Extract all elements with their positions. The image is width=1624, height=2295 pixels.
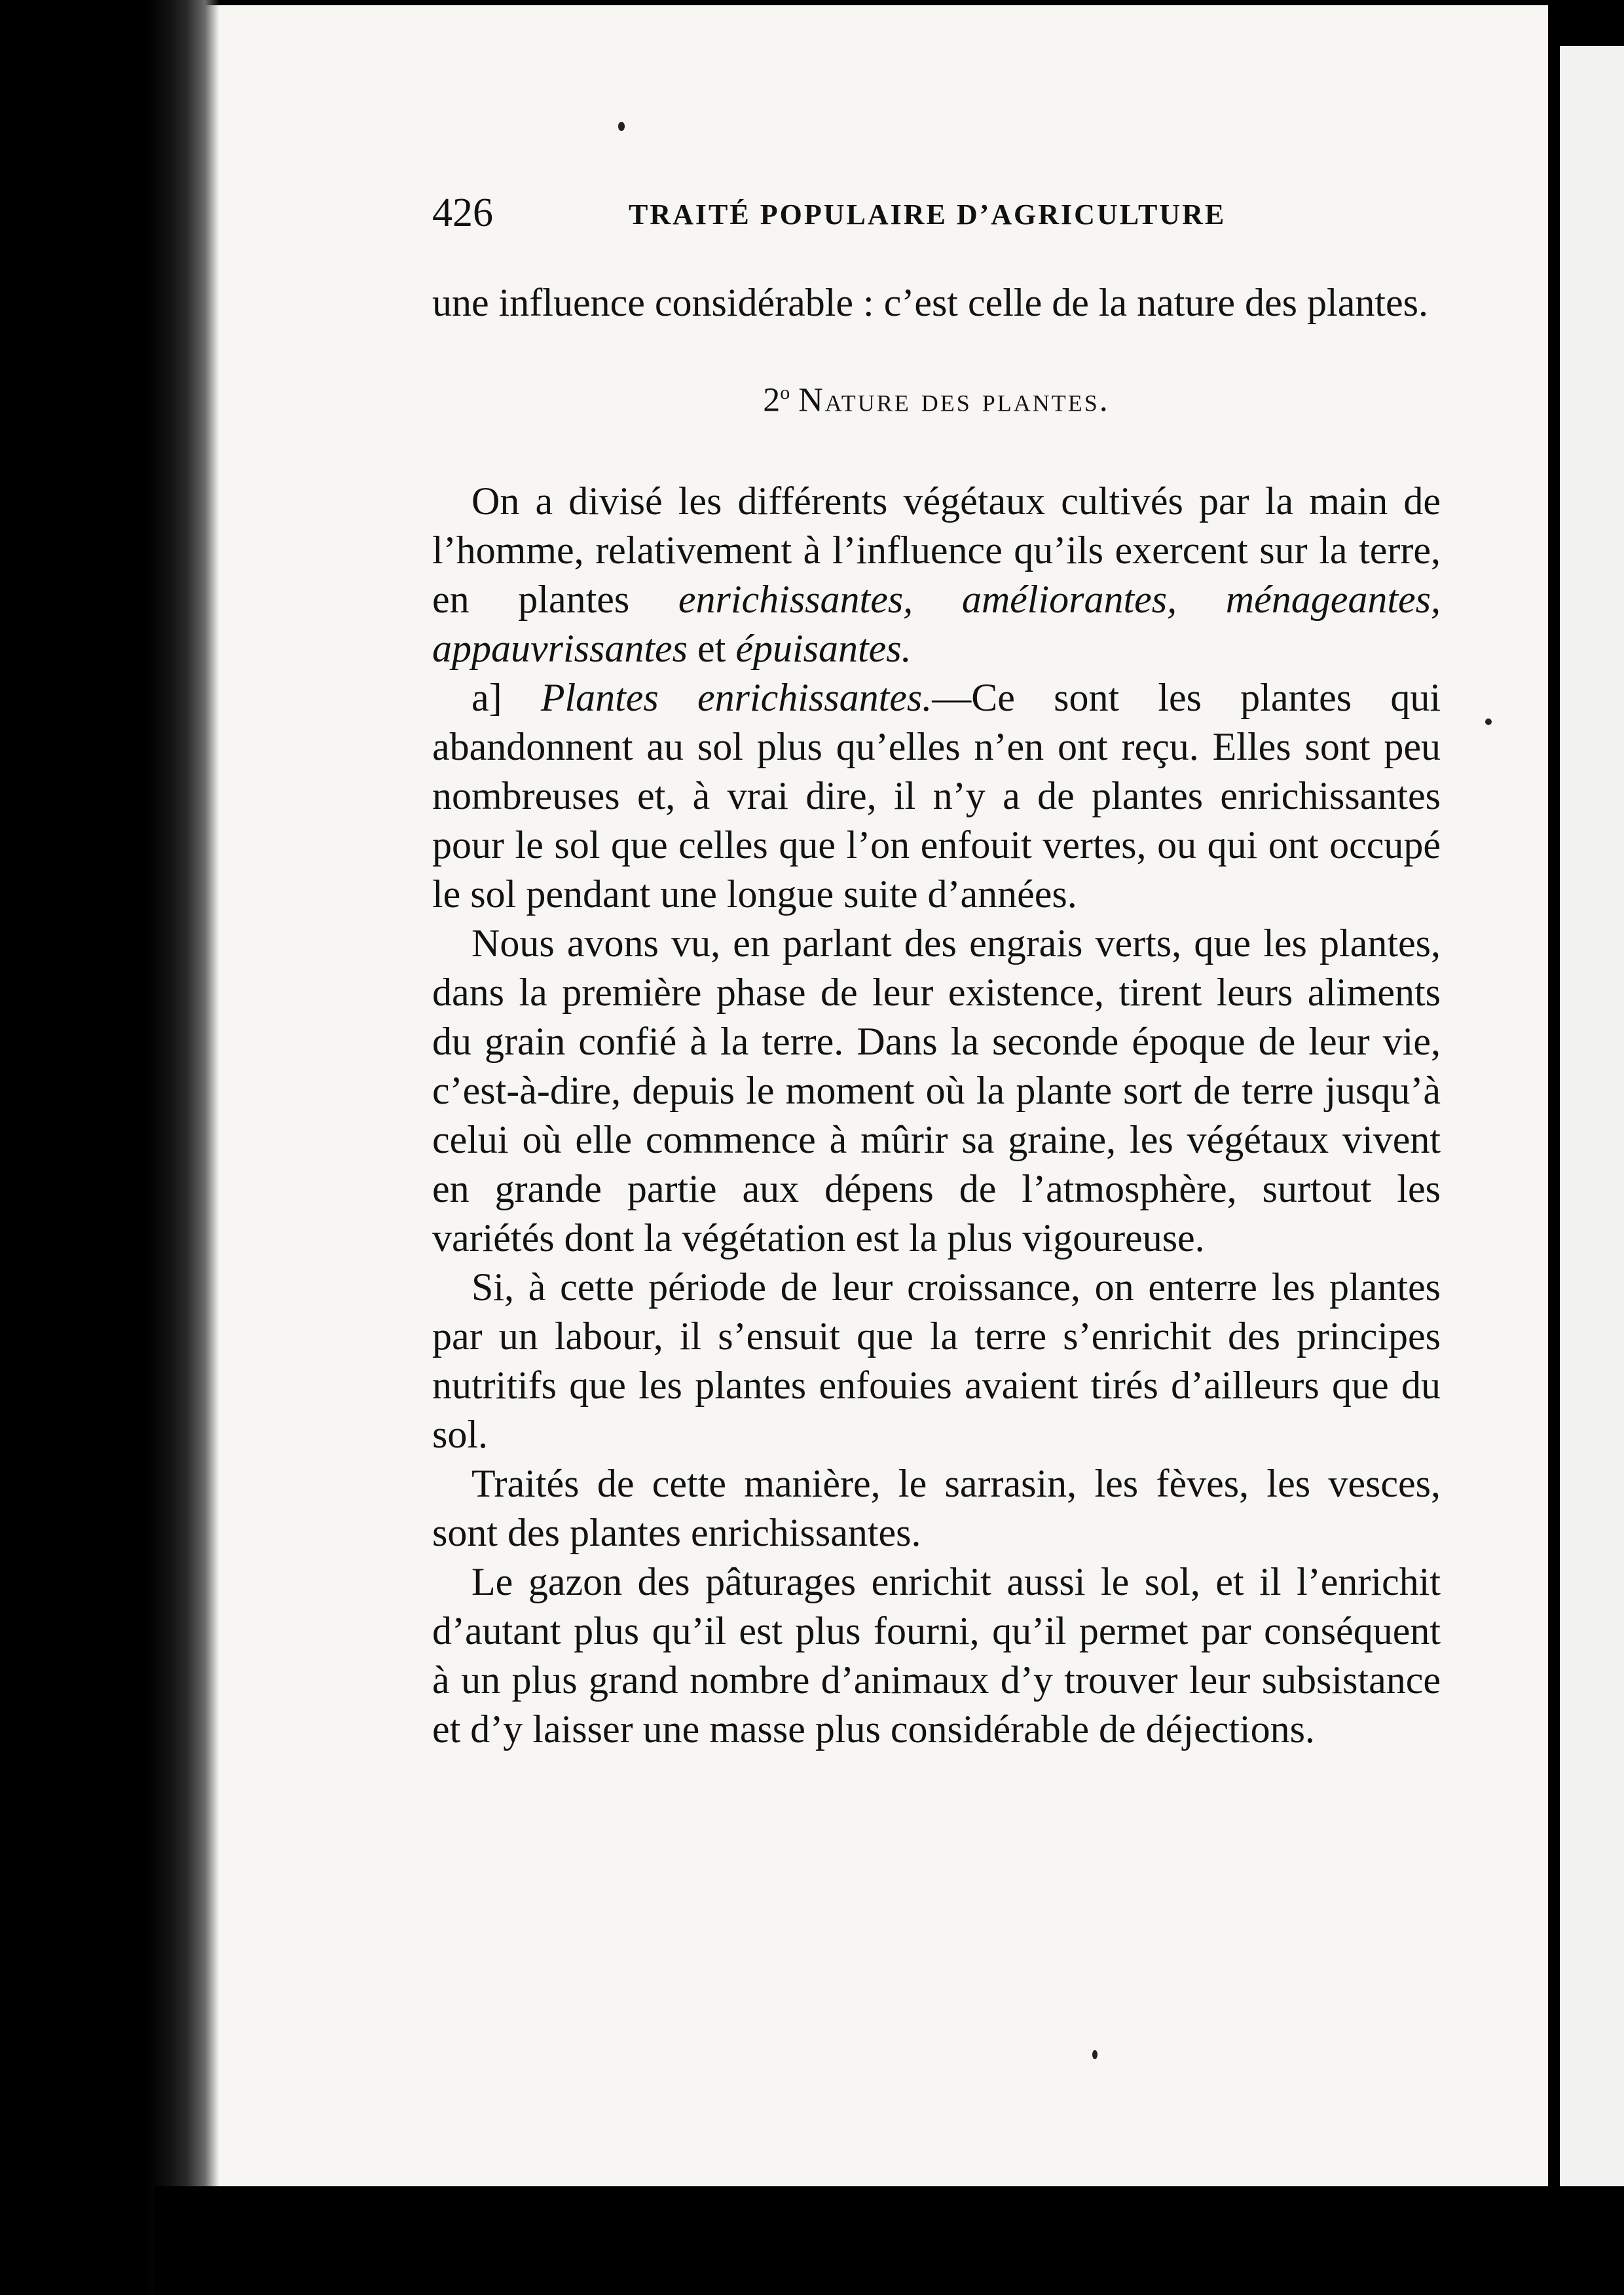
page-body bbox=[432, 278, 1441, 1754]
section-degree-mark: o bbox=[780, 382, 790, 403]
subsection-title: Plantes enrichissantes. bbox=[540, 676, 932, 720]
scan-bottom-margin bbox=[154, 2186, 1624, 2295]
page-header bbox=[432, 190, 1493, 269]
paragraph-plant-categories bbox=[432, 477, 1441, 673]
ink-speck bbox=[1092, 2050, 1098, 2059]
paragraph-enriching-plants bbox=[432, 673, 1441, 919]
section-heading bbox=[432, 327, 1441, 424]
page-number: 426 bbox=[432, 191, 493, 235]
ink-speck bbox=[618, 122, 625, 131]
ink-speck bbox=[1485, 718, 1492, 725]
running-title: TRAITÉ POPULAIRE D’AGRICULTURE bbox=[629, 198, 1227, 231]
paragraph-text: On a divisé les différents végétaux cultivés par la main de l’homme, relativement à l’influence qu’ils exercent sur la terre, en plantes bbox=[432, 479, 1441, 622]
paragraph-text: —Ce sont les plantes qui abandonnent au sol plus qu’elles n’en ont reçu. Elles sont peu nombreuses et, à vrai dire, il n’y a de plantes enrichissantes pour le sol que celles que l’on enfouit vertes, ou qui ont occupé le sol pendant une longue suite d’années. bbox=[432, 676, 1441, 916]
section-title: Nature des plantes. bbox=[798, 381, 1110, 419]
section-number: 2 bbox=[763, 381, 781, 419]
page-gutter-shadow bbox=[147, 0, 219, 2295]
paragraph-pasture: Le gazon des pâturages enrichit aussi le sol, et il l’enrichit d’autant plus qu’il est plus fourni, qu’il permet par conséquent à un plus grand nombre d’animaux d’y trouver leur subsistance et d’y laisser une masse plus considérable de déjections. bbox=[432, 1560, 1441, 1751]
plant-category-terms: enrichissantes, améliorantes, ménageantes, appauvrissantes bbox=[432, 578, 1441, 671]
intro-paragraph: une influence considérable : c’est celle de la nature des plantes. bbox=[432, 281, 1428, 324]
paragraph-ploughing: Si, à cette période de leur croissance, on enterre les plantes par un labour, il s’ensuit que la terre s’enrichit des principes nutritifs que les plantes enfouies avaient tirés d’ailleurs que du sol. bbox=[432, 1265, 1441, 1457]
facing-page-edge bbox=[1560, 46, 1624, 2295]
paragraph-examples: Traités de cette manière, le sarrasin, les fèves, les vesces, sont des plantes enrichissantes. bbox=[432, 1462, 1441, 1555]
paragraph-text: et bbox=[688, 627, 736, 671]
plant-category-term-last: épuisantes. bbox=[735, 627, 912, 671]
paragraph-green-manure: Nous avons vu, en parlant des engrais verts, que les plantes, dans la première phase de leur existence, tirent leurs aliments du grain confié à la terre. Dans la seconde époque de leur vie, c’est-à-dire, depuis le moment où la plante sort de terre jusqu’à celui où elle commence à mûrir sa graine, les végétaux vivent en grande partie aux dépens de l’atmosphère, surtout les variétés dont la végétation est la plus vigoureuse. bbox=[432, 922, 1441, 1260]
subsection-marker: a] bbox=[471, 676, 541, 720]
